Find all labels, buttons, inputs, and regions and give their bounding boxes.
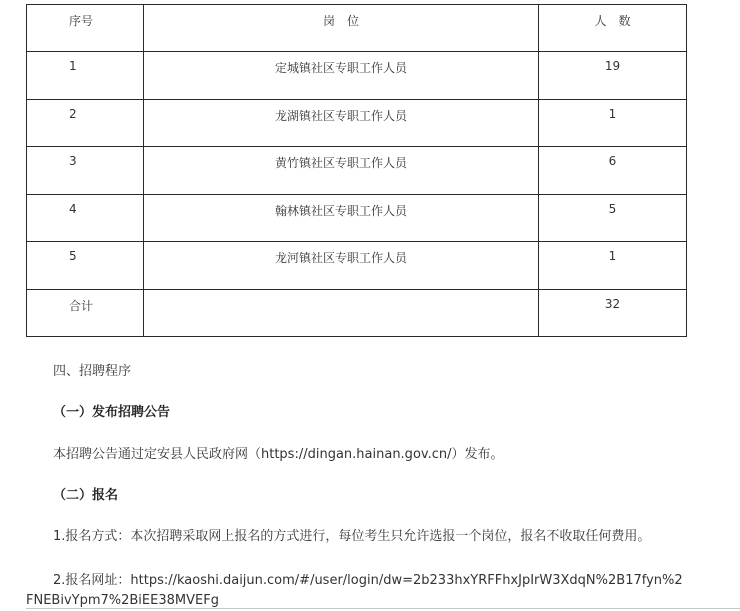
- header-number: 序号: [27, 5, 144, 52]
- registration-url-line2: FNEBivYpm7%2BiEE38MVEFg: [26, 593, 219, 608]
- row-post: 龙河镇社区专职工作人员: [144, 242, 539, 290]
- row-number: 2: [27, 99, 144, 147]
- table-row: [27, 99, 687, 147]
- total-post: [144, 289, 539, 337]
- table-row: [27, 194, 687, 242]
- row-post: 龙湖镇社区专职工作人员: [144, 99, 539, 147]
- table-row: [27, 52, 687, 100]
- section-heading-procedure: 四、招聘程序: [53, 364, 132, 379]
- row-post: 翰林镇社区专职工作人员: [144, 194, 539, 242]
- row-number: 1: [27, 52, 144, 100]
- row-count: 19: [539, 52, 687, 100]
- row-number: 4: [27, 194, 144, 242]
- row-post: 黄竹镇社区专职工作人员: [144, 147, 539, 195]
- row-count: 6: [539, 147, 687, 195]
- row-count: 1: [539, 99, 687, 147]
- table-row: [27, 147, 687, 195]
- row-count: 5: [539, 194, 687, 242]
- subheading-registration: （二）报名: [53, 488, 119, 503]
- header-post: 岗 位: [144, 5, 539, 52]
- total-count: 32: [539, 289, 687, 337]
- publish-notice-text: 本招聘公告通过定安县人民政府网（https://dingan.hainan.gov.cn/）发布。: [53, 447, 504, 462]
- row-number: 5: [27, 242, 144, 290]
- row-count: 1: [539, 242, 687, 290]
- positions-table: [26, 4, 687, 337]
- total-label: 合计: [27, 289, 144, 337]
- registration-url-line1: 2.报名网址：https://kaoshi.daijun.com/#/user/login/dw=2b233hxYRFFhxJpIrW3XdqN%2B17fyn%2: [53, 573, 683, 588]
- table-header-row: [27, 5, 687, 52]
- divider: [26, 608, 740, 609]
- header-count: 人 数: [539, 5, 687, 52]
- subheading-publish-notice: （一）发布招聘公告: [53, 405, 171, 420]
- table-total-row: [27, 289, 687, 337]
- table-row: [27, 242, 687, 290]
- registration-url-paragraph: [26, 571, 733, 611]
- row-number: 3: [27, 147, 144, 195]
- registration-method-text: 1.报名方式：本次招聘采取网上报名的方式进行，每位考生只允许选报一个岗位，报名不收取任何费用。: [53, 529, 651, 544]
- row-post: 定城镇社区专职工作人员: [144, 52, 539, 100]
